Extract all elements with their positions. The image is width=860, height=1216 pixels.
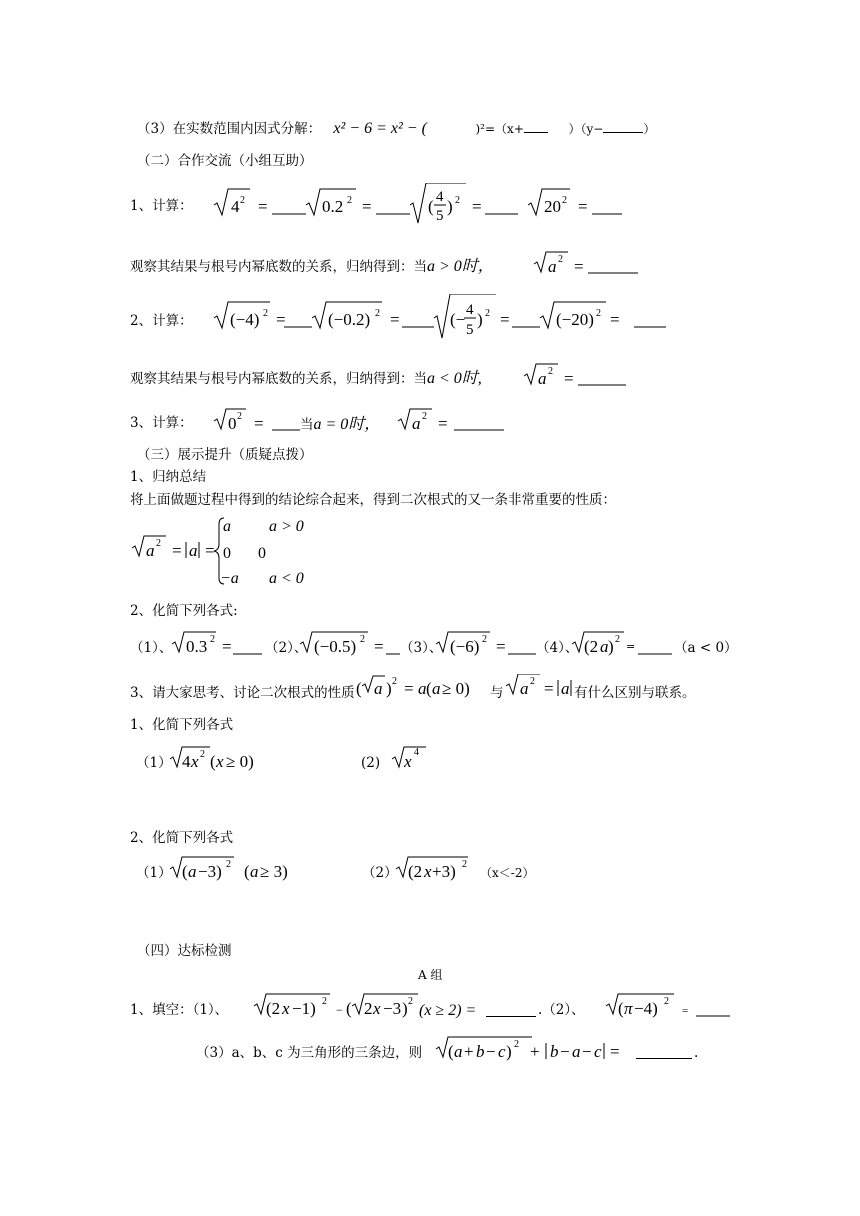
simplify-part-1: （1）、 bbox=[130, 640, 173, 656]
section-2-heading: （二）合作交流（小组互助） bbox=[137, 153, 313, 169]
summary-heading: 1、归纳总结 bbox=[130, 469, 207, 485]
svg-text:(−4): (−4) bbox=[230, 310, 260, 329]
svg-text:2: 2 bbox=[263, 308, 268, 319]
svg-text:a: a bbox=[189, 541, 198, 560]
svg-text:(: ( bbox=[426, 679, 432, 698]
svg-text:a: a bbox=[572, 1042, 581, 1061]
calc-3-cond: a = 0时， bbox=[313, 416, 381, 433]
svg-text:=: = bbox=[205, 541, 215, 560]
svg-text:4: 4 bbox=[436, 189, 444, 205]
svg-text:=: = bbox=[544, 679, 554, 698]
fill-blank-1[interactable] bbox=[486, 1016, 536, 1017]
simplify-b-2-condition: （x＜-2） bbox=[480, 866, 535, 880]
svg-text:x: x bbox=[191, 752, 199, 771]
svg-text:c: c bbox=[498, 1042, 506, 1061]
calc-2-label: 2、计算： bbox=[130, 313, 193, 329]
fill-part-2-formula bbox=[604, 988, 734, 1020]
svg-text:−: − bbox=[560, 1042, 570, 1061]
svg-text:2: 2 bbox=[548, 366, 553, 377]
observe-2 bbox=[130, 371, 482, 387]
svg-text:5: 5 bbox=[466, 322, 474, 338]
factor-question bbox=[137, 121, 655, 137]
svg-text:): ) bbox=[608, 637, 614, 656]
svg-text:≥ 0): ≥ 0) bbox=[226, 752, 254, 771]
svg-text:): ) bbox=[386, 679, 392, 698]
svg-text:2: 2 bbox=[226, 859, 231, 870]
case-1-condition: a > 0 bbox=[269, 518, 304, 535]
svg-text:=: = bbox=[682, 1005, 689, 1017]
group-a-label: A 组 bbox=[418, 968, 443, 982]
svg-text:+3): +3) bbox=[432, 862, 456, 881]
svg-text:4: 4 bbox=[231, 197, 240, 216]
svg-text:−: − bbox=[336, 1003, 343, 1017]
calc-1-label: 1、计算： bbox=[130, 198, 193, 214]
triangle-end: . bbox=[694, 1045, 699, 1061]
svg-text:=: = bbox=[500, 310, 510, 329]
svg-text:a: a bbox=[454, 1042, 463, 1061]
svg-text:(: ( bbox=[346, 999, 352, 1018]
svg-text:+: + bbox=[464, 1042, 474, 1061]
svg-text:2: 2 bbox=[562, 195, 567, 206]
eq-small: = bbox=[626, 640, 636, 653]
svg-text:2: 2 bbox=[455, 195, 460, 206]
svg-text:=: = bbox=[496, 637, 506, 656]
section-4-heading: （四）达标检测 bbox=[137, 943, 232, 959]
svg-text:(: ( bbox=[210, 752, 216, 771]
svg-text:0: 0 bbox=[228, 414, 237, 433]
svg-text:a: a bbox=[418, 679, 427, 698]
observe-1-text: 观察其结果与根号内幂底数的关系，归纳得到：当 bbox=[130, 259, 427, 275]
svg-text:a: a bbox=[548, 257, 557, 276]
calc-3-condition bbox=[300, 417, 380, 433]
svg-text:(−6): (−6) bbox=[450, 637, 480, 656]
calc-2-formulas bbox=[210, 294, 670, 346]
blank[interactable] bbox=[524, 131, 548, 133]
simplify-a-1: （1） bbox=[136, 755, 172, 771]
svg-text:(2: (2 bbox=[408, 862, 423, 881]
observe-2-formula bbox=[522, 360, 632, 390]
svg-text:a: a bbox=[432, 679, 441, 698]
svg-text:): ) bbox=[477, 310, 483, 329]
calc-1-formulas bbox=[210, 183, 640, 231]
triangle-formula bbox=[434, 1031, 654, 1063]
simplify-b-1: （1） bbox=[136, 865, 172, 881]
svg-text:0.3: 0.3 bbox=[186, 637, 208, 656]
triangle-blank[interactable] bbox=[636, 1058, 692, 1059]
simplify-a-2: (2) bbox=[361, 755, 381, 771]
svg-text:−: − bbox=[486, 1042, 496, 1061]
simplify-b-1-formula bbox=[168, 853, 298, 883]
svg-text:2: 2 bbox=[364, 999, 373, 1018]
svg-text:π: π bbox=[624, 999, 633, 1018]
svg-text:2: 2 bbox=[482, 634, 487, 645]
svg-text:=: = bbox=[374, 637, 384, 656]
svg-text:2: 2 bbox=[210, 634, 215, 645]
simplify-part-3: （3）、 bbox=[400, 640, 443, 656]
svg-text:a: a bbox=[538, 369, 547, 388]
svg-text:2: 2 bbox=[462, 859, 467, 870]
simplify-b-2: （2） bbox=[362, 865, 398, 881]
section-3-heading: （三）展示提升（质疑点拨） bbox=[137, 447, 313, 463]
calc-3-formula bbox=[210, 405, 300, 435]
svg-text:): ) bbox=[506, 1042, 512, 1061]
observe-1-formula bbox=[532, 248, 642, 278]
simplify-part-2: （2）、 bbox=[265, 640, 308, 656]
triangle-question: （3）a、b、c 为三角形的三条边，则 bbox=[196, 1045, 423, 1061]
svg-text:−1): −1) bbox=[292, 999, 316, 1018]
svg-text:=: = bbox=[404, 679, 414, 698]
blank[interactable] bbox=[603, 131, 643, 133]
svg-text:(2: (2 bbox=[584, 637, 599, 656]
svg-text:4: 4 bbox=[182, 752, 191, 771]
svg-text:5: 5 bbox=[436, 208, 444, 224]
svg-text:x: x bbox=[373, 999, 381, 1018]
svg-text:(: ( bbox=[618, 999, 624, 1018]
svg-text:b: b bbox=[476, 1042, 485, 1061]
simplify-a-1-formula bbox=[168, 743, 268, 773]
svg-text:): ) bbox=[447, 197, 453, 216]
svg-text:2: 2 bbox=[322, 996, 327, 1007]
svg-text:(−: (− bbox=[450, 310, 466, 329]
svg-text:(: ( bbox=[448, 1042, 454, 1061]
svg-text:+: + bbox=[530, 1042, 540, 1061]
svg-text:20: 20 bbox=[544, 197, 561, 216]
svg-text:4: 4 bbox=[466, 302, 474, 318]
svg-text:=: = bbox=[610, 310, 620, 329]
svg-text:2: 2 bbox=[156, 538, 161, 549]
svg-text:2: 2 bbox=[558, 254, 563, 265]
think-text: 3、请大家思考、讨论二次根式的性质 bbox=[130, 685, 355, 701]
svg-text:2: 2 bbox=[240, 195, 245, 206]
svg-text:(2: (2 bbox=[266, 999, 281, 1018]
svg-text:a: a bbox=[146, 541, 155, 560]
svg-text:=: = bbox=[574, 257, 584, 276]
svg-text:=: = bbox=[172, 541, 182, 560]
factor-tail-2: ）（y− bbox=[568, 122, 604, 136]
simplify-2-heading: 2、化简下列各式: bbox=[130, 603, 238, 619]
calc-3-result bbox=[396, 405, 508, 435]
simplify-a-heading: 1、化简下列各式 bbox=[130, 717, 234, 733]
case-3-value: −a bbox=[220, 570, 239, 587]
svg-text:a: a bbox=[561, 679, 570, 698]
svg-text:2: 2 bbox=[237, 411, 242, 422]
svg-text:2: 2 bbox=[375, 308, 380, 319]
observe-1-condition: a > 0时， bbox=[427, 258, 494, 275]
svg-text:a: a bbox=[520, 679, 529, 698]
svg-text:2: 2 bbox=[664, 996, 669, 1007]
svg-text:2: 2 bbox=[360, 634, 365, 645]
svg-text:=: = bbox=[472, 197, 482, 216]
svg-text:x: x bbox=[216, 752, 224, 771]
svg-text:(: ( bbox=[356, 679, 362, 698]
svg-text:2: 2 bbox=[596, 308, 601, 319]
svg-text:x: x bbox=[404, 752, 412, 771]
think-question bbox=[130, 687, 355, 701]
svg-text:=: = bbox=[390, 310, 400, 329]
simplify-condition: （a < 0） bbox=[674, 640, 738, 656]
svg-text:x: x bbox=[424, 862, 432, 881]
svg-text:2: 2 bbox=[485, 308, 490, 319]
svg-text:2: 2 bbox=[200, 749, 205, 760]
svg-text:−: − bbox=[582, 1042, 592, 1061]
fill-part-2: .（2）、 bbox=[538, 1002, 585, 1018]
svg-text:a: a bbox=[374, 679, 383, 698]
simplify-b-2-formula bbox=[394, 853, 474, 883]
svg-text:≥ 0): ≥ 0) bbox=[442, 679, 470, 698]
svg-text:=: = bbox=[254, 414, 264, 433]
simplify-part-4: （4）、 bbox=[536, 640, 579, 656]
simplify-b-heading: 2、化简下列各式 bbox=[130, 830, 234, 846]
svg-text:=: = bbox=[276, 310, 286, 329]
svg-text:=: = bbox=[578, 197, 588, 216]
svg-text:=: = bbox=[564, 369, 574, 388]
simplify-formulas bbox=[170, 628, 730, 660]
svg-text:=: = bbox=[610, 1042, 620, 1061]
summary-text: 将上面做题过程中得到的结论综合起来，得到二次根式的又一条非常重要的性质： bbox=[130, 492, 616, 508]
svg-text:): ) bbox=[402, 999, 408, 1018]
svg-text:2: 2 bbox=[408, 996, 413, 1007]
svg-text:(: ( bbox=[428, 197, 434, 216]
factor-equation: x² − 6 = x² − ( bbox=[333, 120, 427, 137]
svg-text:b: b bbox=[550, 1042, 559, 1061]
factor-tail-3: ） bbox=[643, 122, 656, 136]
fill-condition: (x ≥ 2) = bbox=[419, 1002, 477, 1019]
svg-text:=: = bbox=[362, 197, 372, 216]
svg-text:c: c bbox=[594, 1042, 602, 1061]
svg-text:(: ( bbox=[244, 862, 250, 881]
svg-text:2: 2 bbox=[392, 676, 397, 687]
think-and: 与 bbox=[490, 685, 504, 701]
simplify-a-2-formula bbox=[390, 743, 430, 773]
svg-text:a: a bbox=[250, 862, 259, 881]
factor-tail-1: )²=（x+ bbox=[475, 122, 524, 136]
case-2-value: 0 bbox=[223, 545, 231, 562]
svg-text:(: ( bbox=[182, 862, 188, 881]
case-1-value: a bbox=[223, 518, 231, 535]
factor-prefix: （3）在实数范围内因式分解： bbox=[137, 121, 322, 137]
svg-text:2: 2 bbox=[347, 195, 352, 206]
svg-text:a: a bbox=[412, 414, 421, 433]
svg-text:2: 2 bbox=[615, 634, 620, 645]
observe-1 bbox=[130, 259, 494, 275]
svg-text:=: = bbox=[258, 197, 268, 216]
case-3-condition: a < 0 bbox=[269, 570, 304, 587]
svg-text:(−0.2): (−0.2) bbox=[328, 310, 371, 329]
case-2-condition: 0 bbox=[258, 545, 266, 562]
svg-text:(−20): (−20) bbox=[556, 310, 594, 329]
svg-text:=: = bbox=[438, 414, 448, 433]
simplify-row bbox=[130, 642, 172, 656]
svg-text:(−0.5): (−0.5) bbox=[314, 637, 357, 656]
svg-text:a: a bbox=[600, 637, 609, 656]
observe-2-text: 观察其结果与根号内幂底数的关系，归纳得到：当 bbox=[130, 371, 427, 387]
svg-text:=: = bbox=[222, 637, 232, 656]
svg-text:2: 2 bbox=[530, 676, 535, 687]
svg-text:−4): −4) bbox=[634, 999, 658, 1018]
observe-2-condition: a < 0时, bbox=[427, 370, 482, 387]
svg-text:a: a bbox=[188, 862, 197, 881]
think-end: 有什么区别与联系。 bbox=[574, 685, 696, 701]
svg-text:x: x bbox=[282, 999, 290, 1018]
svg-text:2: 2 bbox=[514, 1039, 519, 1050]
svg-text:2: 2 bbox=[422, 411, 427, 422]
svg-text:−3: −3 bbox=[383, 999, 402, 1018]
svg-text:0.2: 0.2 bbox=[322, 197, 344, 216]
calc-3-label: 3、计算： bbox=[130, 415, 193, 431]
svg-text:−3): −3) bbox=[198, 862, 222, 881]
svg-text:≥ 3): ≥ 3) bbox=[260, 862, 288, 881]
svg-text:4: 4 bbox=[414, 747, 419, 758]
calc-3-when: 当 bbox=[300, 417, 314, 433]
fill-in-question: 1、填空：（1）、 bbox=[130, 1002, 229, 1018]
